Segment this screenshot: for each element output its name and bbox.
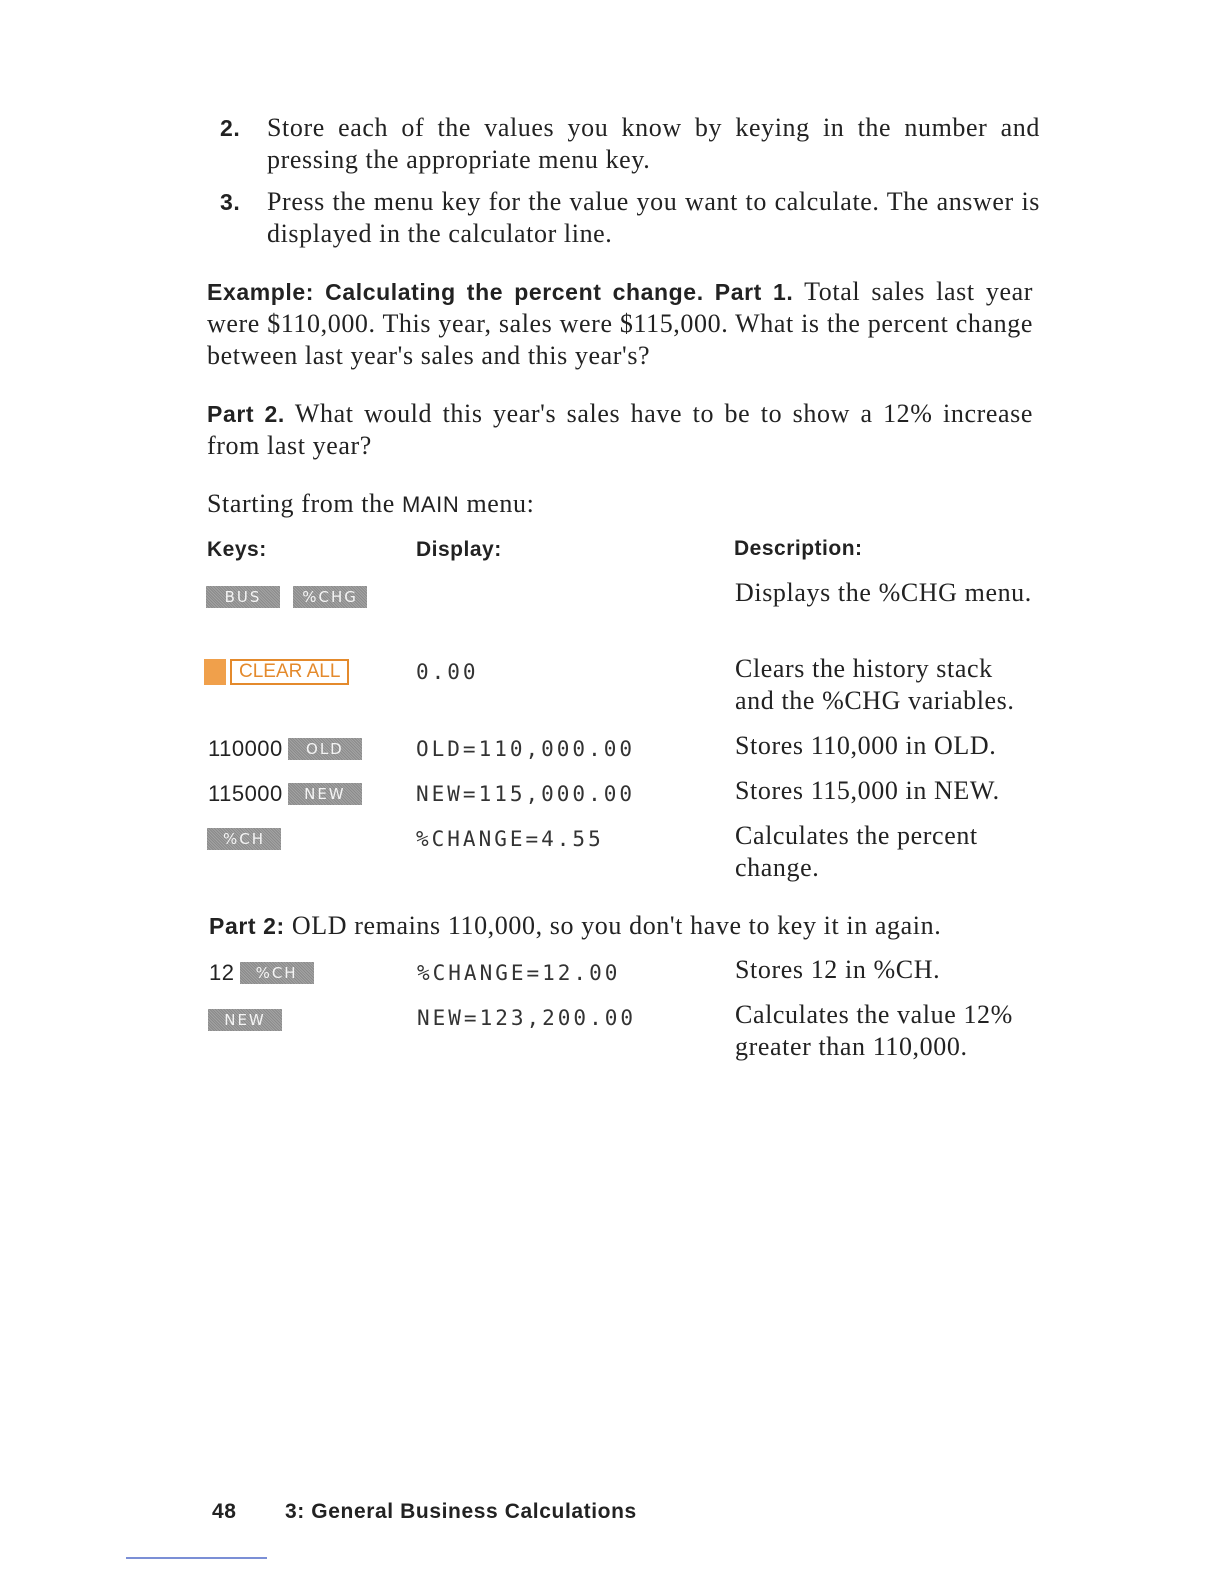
number-entry: 115000 — [208, 781, 283, 806]
pct-ch-key[interactable]: %CH — [240, 962, 314, 984]
chapter-title: 3: General Business Calculations — [285, 1500, 637, 1523]
step-text: Store each of the values you know by keying in the number and pressing the appropriate menu key. — [267, 113, 1040, 174]
page-number: 48 — [212, 1500, 237, 1523]
table-row — [208, 736, 362, 762]
description-header: Description: — [734, 537, 863, 560]
table-row — [207, 828, 281, 850]
display-value: NEW=123,200.00 — [417, 1006, 637, 1030]
number-entry: 12 — [209, 960, 235, 985]
pct-chg-key[interactable]: %CHG — [293, 586, 367, 608]
example-paragraph — [207, 276, 1033, 372]
example-heading: Example: Calculating the percent change. Part 1. — [207, 279, 794, 305]
bus-key[interactable]: BUS — [206, 586, 280, 608]
row-description: Stores 12 in %CH. — [735, 955, 941, 984]
display-value: NEW=115,000.00 — [416, 782, 636, 806]
keys-header: Keys: — [207, 538, 267, 561]
step-number: 3. — [220, 189, 241, 215]
display-header: Display: — [416, 538, 502, 561]
page-footer — [212, 1500, 637, 1524]
part2-note — [209, 910, 1039, 942]
display-value: %CHANGE=4.55 — [416, 827, 604, 851]
part2-note-heading: Part 2: — [209, 913, 285, 939]
table-row — [204, 659, 349, 685]
old-key[interactable]: OLD — [288, 738, 362, 760]
new-key[interactable]: NEW — [208, 1009, 282, 1031]
display-value: OLD=110,000.00 — [416, 737, 636, 761]
table-row — [206, 586, 367, 608]
display-value: %CHANGE=12.00 — [417, 961, 621, 985]
step-text: Press the menu key for the value you want to calculate. The answer is displayed in the calculator line. — [267, 187, 1040, 248]
table-row — [209, 960, 314, 986]
pct-ch-key[interactable]: %CH — [207, 828, 281, 850]
shift-key[interactable] — [204, 659, 226, 685]
row-description: Clears the history stack and the %CHG variables. — [735, 654, 1015, 715]
starting-suffix: menu: — [466, 489, 535, 518]
part2-heading: Part 2. — [207, 401, 285, 427]
part2-paragraph — [207, 398, 1033, 462]
row-description: Calculates the value 12% greater than 110,000. — [735, 1000, 1013, 1061]
row-description: Stores 115,000 in NEW. — [735, 776, 1000, 805]
example-text: Total sales last year were $110,000. This year, sales were $115,000. What is the percent change between last year's sales and this year's? — [207, 277, 1033, 370]
row-description: Calculates the percent change. — [735, 821, 978, 882]
part2-note-text: OLD remains 110,000, so you don't have to key it in again. — [291, 911, 942, 940]
main-menu-label: MAIN — [401, 492, 460, 517]
clear-all-key[interactable]: CLEAR ALL — [230, 659, 349, 685]
step-number: 2. — [220, 115, 241, 141]
starting-line — [207, 488, 1033, 521]
starting-prefix: Starting from the — [207, 489, 395, 518]
table-row — [208, 1009, 282, 1031]
display-value: 0.00 — [416, 660, 479, 684]
new-key[interactable]: NEW — [288, 783, 362, 805]
part2-text: What would this year's sales have to be to show a 12% increase from last year? — [207, 399, 1033, 460]
footer-rule — [126, 1557, 267, 1559]
row-description: Stores 110,000 in OLD. — [735, 731, 997, 760]
table-row — [208, 781, 362, 807]
number-entry: 110000 — [208, 736, 283, 761]
row-description: Displays the %CHG menu. — [735, 578, 1032, 607]
